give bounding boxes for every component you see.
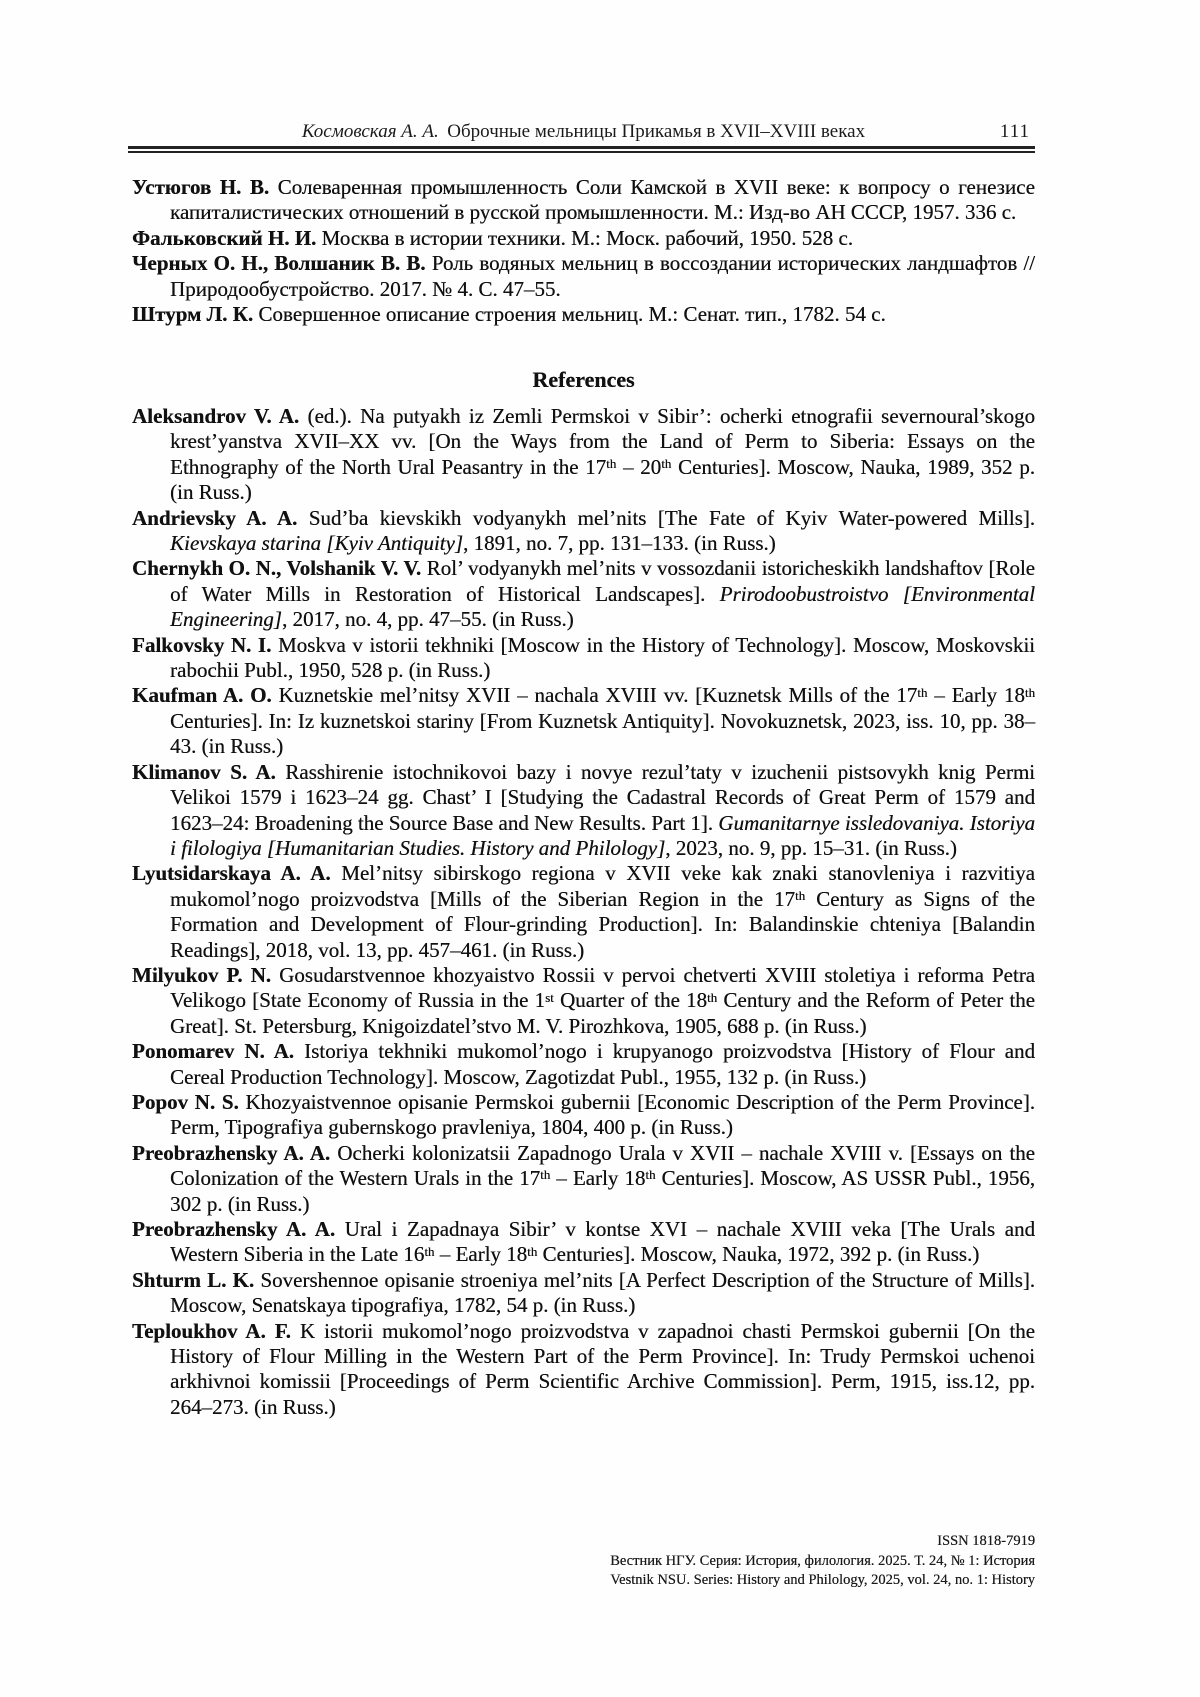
- ref-text: – Early 18: [927, 683, 1025, 708]
- ref-text: Rasshirenie istochnikovoi bazy i novye rezul’taty v izuchenii pistsovykh knig Permi Velikoi 1579 i 1623–24 gg. Chast’ I [Studying the Cadastral Records of Great Perm of 1579 and 1623–24: Broadening the Source Base and New Results. Part 1].: [170, 759, 1035, 835]
- ref-text: Rol’ vodyanykh mel’nits v vossozdanii istoricheskikh landshaftov [Role of Water Mills in Restoration of Historical Landscapes].: [170, 556, 1035, 606]
- ref-authors: Устюгов Н. В.: [132, 175, 270, 199]
- ref-authors: Popov N. S.: [132, 1089, 239, 1114]
- ref-authors: Chernykh O. N., Volshanik V. V.: [132, 556, 422, 581]
- footer-journal-line-ru: Вестник НГУ. Серия: История, филология. 2025. Т. 24, № 1: История: [610, 1552, 1035, 1569]
- page-footer: [132, 1532, 1035, 1591]
- footer-journal-line-en: Vestnik NSU. Series: History and Philology, 2025, vol. 24, no. 1: History: [610, 1572, 1035, 1589]
- ref-text: (ed.). Na putyakh iz Zemli Permskoi v Sibir’: ocherki etnografii severnoural’skogo krest’yanstva XVII–XX vv. [On the Ways from the Land of Perm to Siberia: Essays on the Ethnography of the North Ural Peasantry in the 17: [170, 404, 1035, 479]
- ref-authors: Teploukhov A. F.: [132, 1318, 291, 1343]
- ref-text: Mel’nitsy sibirskogo regiona v XVII veke kak znaki stanovleniya i razvitiya mukomol’nogo proizvodstva [Mills of the Siberian Region in the 17: [170, 861, 1035, 911]
- ordinal-superscript: th: [540, 1167, 551, 1183]
- ref-authors: Фальковский Н. И.: [132, 225, 317, 250]
- ref-text: Century and the Reform of Peter the Great]. St. Petersburg, Knigoizdatel’stvo M. V. Pirozhkova, 1905, 688 p. (in Russ.): [170, 988, 1036, 1038]
- ordinal-superscript: st: [545, 989, 554, 1005]
- reference-entry: [132, 683, 1035, 759]
- header-rule: [128, 146, 1035, 153]
- reference-entry: [132, 1039, 1035, 1090]
- ref-text: Centuries]. Moscow, AS USSR Publ., 1956, 302 p. (in Russ.): [170, 1166, 1035, 1216]
- ref-authors: Klimanov S. A.: [132, 759, 276, 784]
- ref-authors: Ponomarev N. A.: [132, 1039, 295, 1064]
- ref-text: Ocherki kolonizatsii Zapadnogo Urala v XVII – nachale XVIII v. [Essays on the Colonization of the Western Urals in the 17: [170, 1140, 1035, 1191]
- running-head-title: Оброчные мельницы Прикамья в XVII–XVIII веках: [447, 121, 866, 142]
- ref-text: , 1891, no. 7, pp. 131–133. (in Russ.): [463, 531, 776, 556]
- ref-text: Совершенное описание строения мельниц. М.: Сенат. тип., 1782. 54 с.: [253, 302, 886, 327]
- ref-source-title: Prirodoobustroistvo [Environmental Engineering]: [170, 581, 1035, 632]
- reference-entry: [132, 963, 1035, 1039]
- ref-text: Centuries]. Moscow, Nauka, 1972, 392 p. (in Russ.): [537, 1242, 980, 1267]
- running-head-author: Космовская А. А.: [301, 121, 439, 142]
- reference-entry: [132, 861, 1035, 963]
- ref-authors: Preobrazhensky A. A.: [132, 1217, 336, 1241]
- ref-text: K istorii mukomol’nogo proizvodstva v zapadnoi chasti Permskoi gubernii [On the History of Flour Milling in the Western Part of the Perm Province]. In: Trudy Permskoi uchenoi arkhivnoi komissii [Proceedings of Perm Scientific Archive Commission]. Perm, 1915, iss.12, pp. 264–273. (in Russ.): [170, 1318, 1035, 1419]
- ordinal-superscript: th: [424, 1243, 435, 1259]
- ref-authors: Aleksandrov V. A.: [132, 404, 300, 428]
- ref-text: Sovershennoe opisanie stroeniya mel’nits [A Perfect Description of the Structure of Mills]. Moscow, Senatskaya tipografiya, 1782, 54 p. (in Russ.): [170, 1267, 1035, 1318]
- ref-text: Century as Signs of the Formation and Development of Flour-grinding Production]. In: Balandinskie chteniya [Balandin Readings], 2018, vol. 13, pp. 457–461. (in Russ.): [170, 886, 1035, 962]
- running-head: [132, 120, 1035, 144]
- ordinal-superscript: th: [606, 455, 617, 471]
- reference-entry: [132, 251, 1035, 302]
- ref-text: Gosudarstvennoe khozyaistvo Rossii v pervoi chetverti XVIII stoletiya i reforma Petra Velikogo [State Economy of Russia in the 1: [170, 962, 1036, 1013]
- reference-entry: [132, 556, 1035, 632]
- ordinal-superscript: th: [527, 1243, 538, 1259]
- ref-text: , 2017, no. 4, pp. 47–55. (in Russ.): [281, 607, 574, 632]
- reference-entry: [132, 1319, 1035, 1421]
- ref-authors: Черных О. Н., Волшаник В. В.: [132, 251, 426, 276]
- ordinal-superscript: th: [1024, 684, 1035, 700]
- ref-authors: Falkovsky N. I.: [132, 632, 272, 657]
- ref-text: Sud’ba kievskikh vodyanykh mel’nits [The Fate of Kyiv Water-powered Mills].: [297, 505, 1035, 530]
- ref-authors: Kaufman A. O.: [132, 683, 272, 708]
- ref-authors: Shturm L. K.: [132, 1267, 255, 1292]
- ref-source-title: Gumanitarnye issledovaniya. Istoriya i filologiya [Humanitarian Studies. History and Philology]: [170, 810, 1035, 860]
- footer-issn: ISSN 1818-7919: [937, 1533, 1035, 1549]
- page-number: 111: [999, 121, 1030, 142]
- reference-entry: [132, 175, 1035, 226]
- ref-text: – Early 18: [550, 1166, 646, 1191]
- reference-entry: [132, 1217, 1035, 1268]
- ordinal-superscript: th: [645, 1167, 656, 1183]
- references-heading: References: [532, 367, 635, 392]
- ref-text: Роль водяных мельниц в воссоздании исторических ландшафтов // Природообустройство. 2017. № 4. С. 47–55.: [170, 251, 1035, 301]
- reference-entry: [132, 1090, 1035, 1141]
- ref-text: Quarter of the 18: [553, 988, 708, 1013]
- ref-text: – Early 18: [434, 1242, 528, 1267]
- ref-text: Centuries]. In: Iz kuznetskoi stariny [From Kuznetsk Antiquity]. Novokuznetsk, 2023, iss. 10, pp. 38–43. (in Russ.): [170, 708, 1035, 759]
- ordinal-superscript: th: [917, 684, 928, 700]
- ref-authors: Andrievsky A. A.: [132, 505, 298, 530]
- ref-text: Istoriya tekhniki mukomol’nogo i krupyanogo proizvodstva [History of Flour and Cereal Production Technology]. Moscow, Zagotizdat Publ., 1955, 132 p. (in Russ.): [170, 1039, 1035, 1089]
- ordinal-superscript: th: [661, 455, 672, 471]
- ref-authors: Milyukov P. N.: [132, 962, 272, 987]
- reference-entry: [132, 1141, 1035, 1217]
- russian-references-list: [132, 175, 1035, 327]
- reference-entry: [132, 506, 1035, 557]
- references-list: [132, 404, 1035, 1420]
- reference-entry: [132, 404, 1035, 506]
- reference-entry: [132, 633, 1035, 684]
- reference-entry: [132, 302, 1035, 327]
- ref-source-title: Kievskaya starina [Kyiv Antiquity]: [170, 531, 463, 556]
- ref-authors: Штурм Л. К.: [132, 302, 254, 327]
- ref-text: Москва в истории техники. М.: Моск. рабочий, 1950. 528 с.: [316, 225, 853, 250]
- ref-text: Солеваренная промышленность Соли Камской в XVII веке: к вопросу о генезисе капиталистических отношений в русской промышленности. М.: Изд-во АН СССР, 1957. 336 с.: [170, 175, 1035, 225]
- ref-text: Kuznetskie mel’nitsy XVII – nachala XVIII vv. [Kuznetsk Mills of the 17: [271, 683, 918, 708]
- ref-text: , 2023, no. 9, pp. 15–31. (in Russ.): [665, 835, 957, 860]
- reference-entry: [132, 226, 1035, 251]
- ref-authors: Preobrazhensky A. A.: [132, 1140, 331, 1165]
- reference-entry: [132, 760, 1035, 862]
- reference-entry: [132, 1268, 1035, 1319]
- ref-text: Moskva v istorii tekhniki [Moscow in the History of Technology]. Moscow, Moskovskii rabochii Publ., 1950, 528 p. (in Russ.): [170, 632, 1036, 683]
- ref-text: Khozyaistvennoe opisanie Permskoi gubernii [Economic Description of the Perm Province]. Perm, Tipografiya gubernskogo pravleniya, 1804, 400 p. (in Russ.): [170, 1089, 1035, 1140]
- ordinal-superscript: th: [794, 887, 806, 903]
- ref-text: – 20: [616, 454, 662, 479]
- ref-authors: Lyutsidarskaya A. A.: [132, 861, 331, 886]
- ref-text: Centuries]. Moscow, Nauka, 1989, 352 p. (in Russ.): [170, 454, 1035, 505]
- ordinal-superscript: th: [707, 989, 718, 1005]
- ref-text: Ural i Zapadnaya Sibir’ v kontse XVI – nachale XVIII veka [The Urals and Western Siberia in the Late 16: [170, 1217, 1035, 1267]
